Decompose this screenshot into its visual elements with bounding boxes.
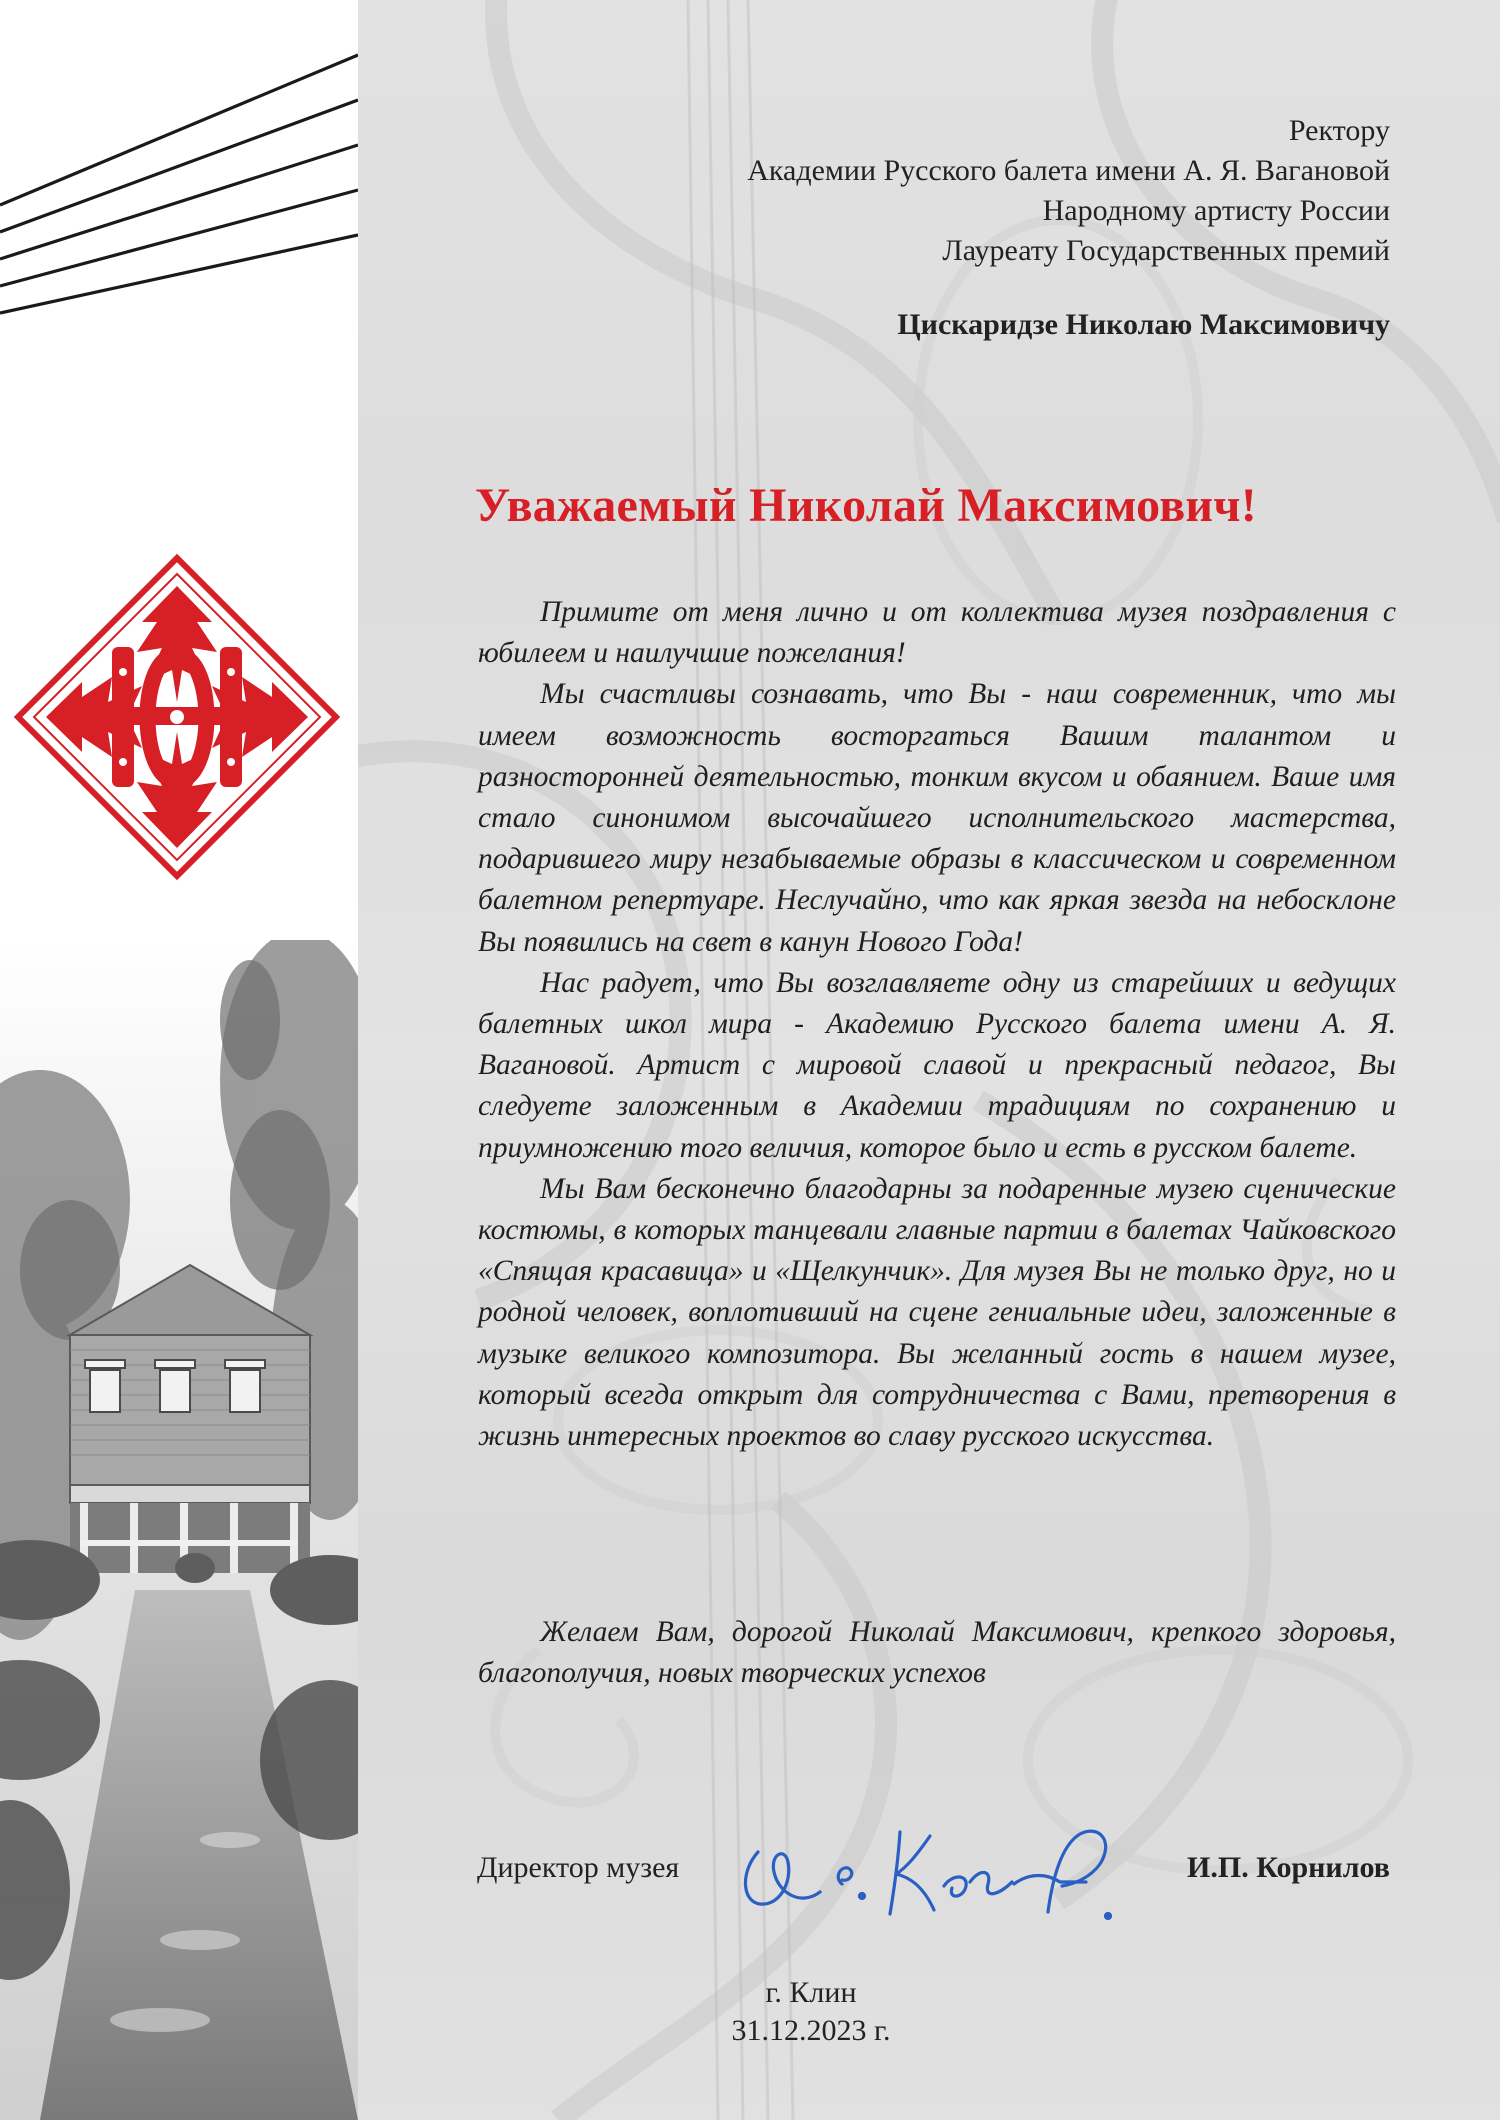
addressee-line-3: Народному артисту России	[1042, 194, 1390, 227]
body-paragraph: Мы счастливы сознавать, что Вы - наш современник, что мы имеем возможность восторгаться Вашим талантом и разносторонней деятельностью, тонким вкусом и обаянием. Ваше имя стало синонимом высочайшего исполнительского мастерства, подарившего миру незабываемые образы в классическом и современном балетном репертуаре. Неслучайно, что как яркая звезда на небосклоне Вы появились на свет в канун Нового Года!	[478, 678, 1396, 958]
closing-wish: Желаем Вам, дорогой Николай Максимович, крепкого здоровья, благополучия, новых творческих успехов	[478, 1616, 1396, 1690]
body-paragraph: Нас радует, что Вы возглавляете одну из старейших и ведущих балетных школ мира - Академию Русского балета имени А. Я. Вагановой. Артист с мировой славой и прекрасный педагог, Вы следуете заложенным в Академии традициям по сохранению и приумножению того величия, которое было и есть в русском балете.	[478, 966, 1396, 1164]
handwritten-signature-icon	[730, 1812, 1140, 1932]
signer-name: И.П. Корнилов	[1187, 1851, 1390, 1884]
body-paragraph: Примите от меня лично и от коллектива музея поздравления с юбилеем и наилучшие пожелания!	[478, 596, 1396, 670]
addressee-line-1: Ректору	[1288, 114, 1390, 147]
letter-body	[478, 592, 1396, 1457]
place: г. Клин	[765, 1976, 857, 2009]
addressee-line-2: Академии Русского балета имени А. Я. Вагановой	[747, 154, 1390, 187]
signer-title: Директор музея	[477, 1851, 680, 1884]
body-paragraph: Мы Вам бесконечно благодарны за подаренные музею сценические костюмы, в которых танцевали главные партии в балетах Чайковского «Спящая красавица» и «Щелкунчик». Для музея Вы не только друг, но и родной человек, воплотивший на сцене гениальные идеи, заложенные в музыке великого композитора. Вы желанный гость в нашем музее, который всегда открыт для сотрудничества с Вами, претворения в жизнь интересных проектов во славу русского искусства.	[478, 1172, 1396, 1453]
salutation-heading: Уважаемый Николай Максимович!	[475, 479, 1258, 532]
addressee-line-4: Лауреату Государственных премий	[942, 234, 1390, 267]
addressee-name: Цискаридзе Николаю Максимовичу	[897, 308, 1390, 341]
date: 31.12.2023 г.	[731, 2014, 891, 2047]
